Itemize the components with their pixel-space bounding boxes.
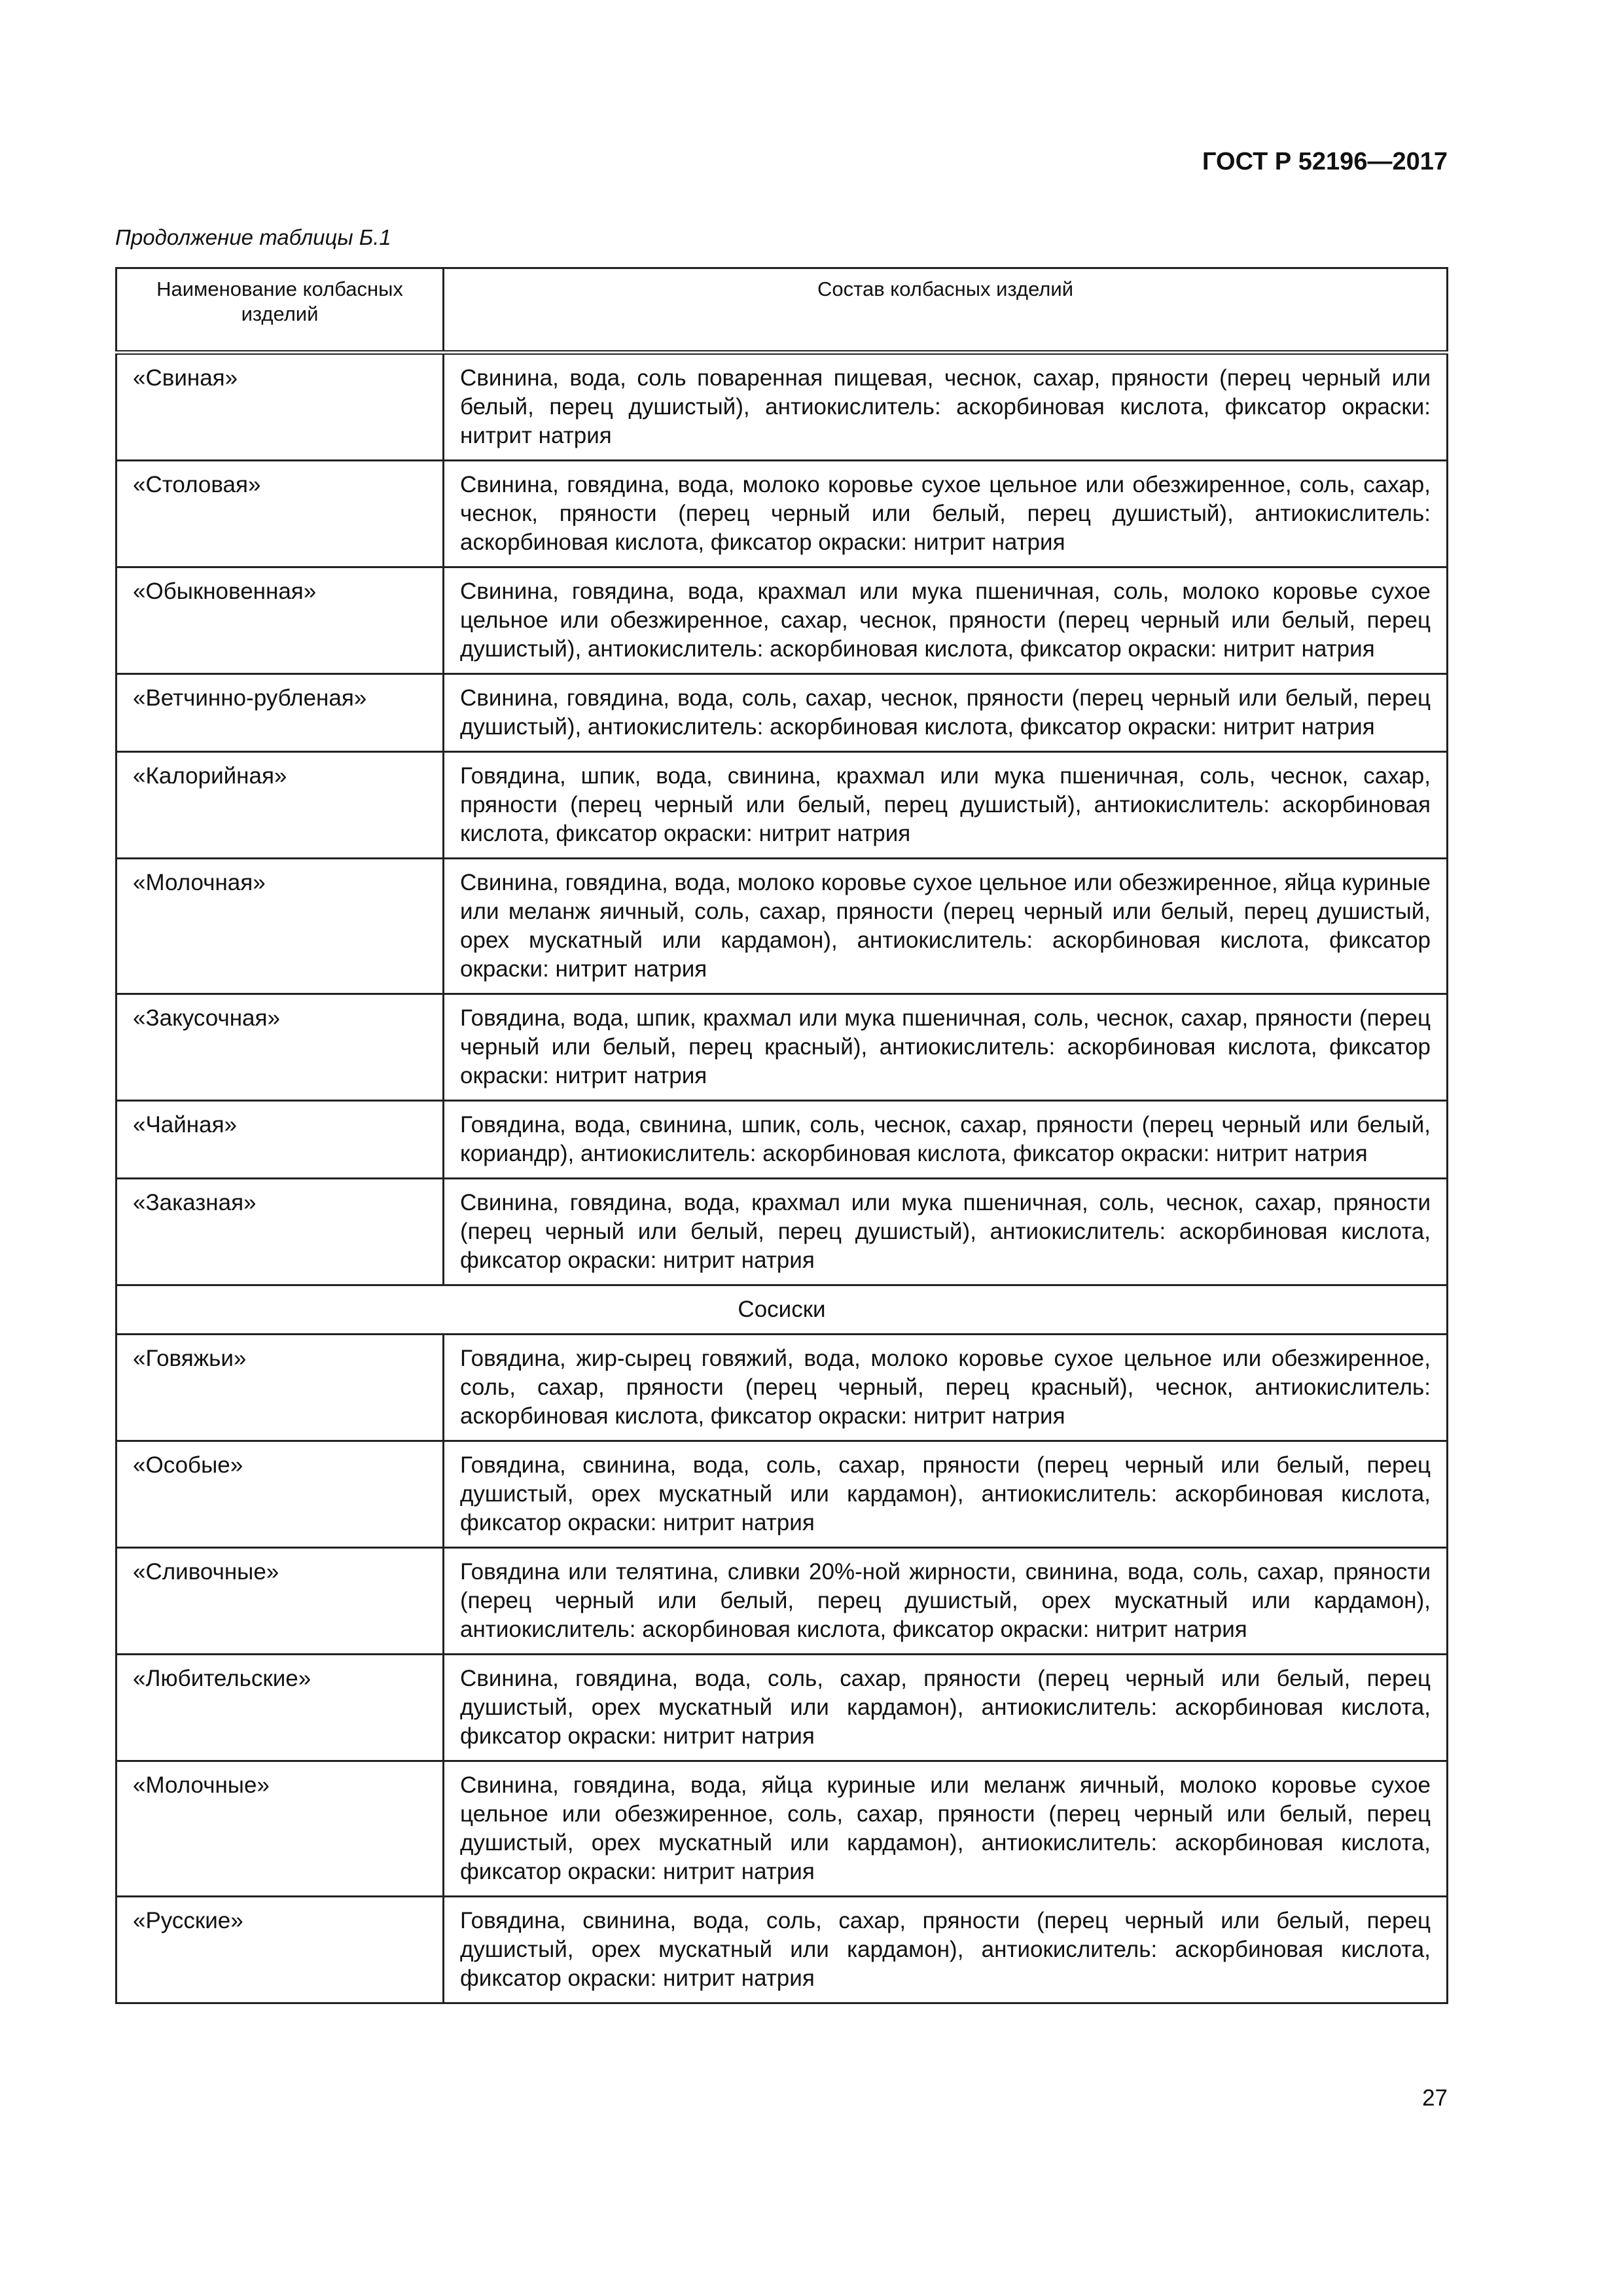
product-name: «Калорийная» (116, 752, 444, 859)
table-caption: Продолжение таблицы Б.1 (115, 225, 391, 249)
product-name: «Закусочная» (116, 994, 444, 1101)
section-row (116, 1285, 1448, 1335)
table-row (116, 674, 1448, 752)
product-composition: Свинина, говядина, вода, яйца куриные или меланж яичный, молоко коровье сухое цельное или обезжиренное, соль, сахар, пряности (перец черный или белый, перец душистый, орех мускатный или кардамон), антиокислитель: аскорбиновая кислота, фиксатор окраски: нитрит натрия (444, 1761, 1448, 1897)
product-name: «Заказная» (116, 1179, 444, 1285)
product-name: «Обыкновенная» (116, 567, 444, 674)
product-name: «Любительские» (116, 1655, 444, 1761)
table-header-row (116, 268, 1448, 353)
table-row (116, 859, 1448, 994)
table-row (116, 752, 1448, 859)
table-row (116, 1897, 1448, 2003)
table-body (116, 353, 1448, 2003)
product-composition: Свинина, говядина, вода, молоко коровье сухое цельное или обезжиренное, соль, сахар, чеснок, пряности (перец черный или белый, перец душистый), антиокислитель: аскорбиновая кислота, фиксатор окраски: нитрит натрия (444, 461, 1448, 567)
column-header-name: Наименование колбасных изделий (116, 268, 444, 353)
product-composition: Свинина, говядина, вода, молоко коровье сухое цельное или обезжиренное, яйца куриные или меланж яичный, соль, сахар, пряности (перец черный или белый, перец душистый, орех мускатный или кардамон), антиокислитель: аскорбиновая кислота, фиксатор окраски: нитрит натрия (444, 859, 1448, 994)
product-name: «Столовая» (116, 461, 444, 567)
table-row (116, 461, 1448, 567)
product-name: «Сливочные» (116, 1548, 444, 1655)
product-name: «Молочные» (116, 1761, 444, 1897)
table-row (116, 1761, 1448, 1897)
table-row (116, 1441, 1448, 1548)
product-name: «Молочная» (116, 859, 444, 994)
column-header-composition: Состав колбасных изделий (444, 268, 1448, 353)
document-code: ГОСТ Р 52196—2017 (1202, 148, 1448, 175)
product-composition: Говядина, шпик, вода, свинина, крахмал или мука пшеничная, соль, чеснок, сахар, пряности (перец черный или белый, перец душистый), антиокислитель: аскорбиновая кислота, фиксатор окраски: нитрит натрия (444, 752, 1448, 859)
table-row (116, 994, 1448, 1101)
product-name: «Свиная» (116, 353, 444, 461)
product-composition: Говядина, жир-сырец говяжий, вода, молоко коровье сухое цельное или обезжиренное, соль, сахар, пряности (перец черный, перец красный), чеснок, антиокислитель: аскорбиновая кислота, фиксатор окраски: нитрит натрия (444, 1335, 1448, 1441)
section-label: Сосиски (116, 1285, 1448, 1335)
product-composition: Свинина, говядина, вода, крахмал или мука пшеничная, соль, молоко коровье сухое цельное или обезжиренное, сахар, чеснок, пряности (перец черный или белый, перец душистый), антиокислитель: аскорбиновая кислота, фиксатор окраски: нитрит натрия (444, 567, 1448, 674)
table-row (116, 1179, 1448, 1285)
table-row (116, 567, 1448, 674)
table-row (116, 1101, 1448, 1179)
composition-table (115, 267, 1448, 2004)
product-composition: Говядина или телятина, сливки 20%-ной жирности, свинина, вода, соль, сахар, пряности (перец черный или белый, перец душистый, орех мускатный или кардамон), антиокислитель: аскорбиновая кислота, фиксатор окраски: нитрит натрия (444, 1548, 1448, 1655)
page-number: 27 (1422, 2085, 1448, 2111)
product-name: «Русские» (116, 1897, 444, 2003)
table-row (116, 353, 1448, 461)
product-composition: Говядина, свинина, вода, соль, сахар, пряности (перец черный или белый, перец душистый, орех мускатный или кардамон), антиокислитель: аскорбиновая кислота, фиксатор окраски: нитрит натрия (444, 1897, 1448, 2003)
product-composition: Говядина, вода, свинина, шпик, соль, чеснок, сахар, пряности (перец черный или белый, кориандр), антиокислитель: аскорбиновая кислота, фиксатор окраски: нитрит натрия (444, 1101, 1448, 1179)
product-composition: Свинина, говядина, вода, крахмал или мука пшеничная, соль, чеснок, сахар, пряности (перец черный или белый, перец душистый), антиокислитель: аскорбиновая кислота, фиксатор окраски: нитрит натрия (444, 1179, 1448, 1285)
product-name: «Ветчинно-рубленая» (116, 674, 444, 752)
table-row (116, 1335, 1448, 1441)
product-name: «Особые» (116, 1441, 444, 1548)
product-composition: Говядина, свинина, вода, соль, сахар, пряности (перец черный или белый, перец душистый, орех мускатный или кардамон), антиокислитель: аскорбиновая кислота, фиксатор окраски: нитрит натрия (444, 1441, 1448, 1548)
product-composition: Свинина, говядина, вода, соль, сахар, пряности (перец черный или белый, перец душистый, орех мускатный или кардамон), антиокислитель: аскорбиновая кислота, фиксатор окраски: нитрит натрия (444, 1655, 1448, 1761)
product-name: «Говяжьи» (116, 1335, 444, 1441)
table-row (116, 1548, 1448, 1655)
table-row (116, 1655, 1448, 1761)
product-composition: Свинина, говядина, вода, соль, сахар, чеснок, пряности (перец черный или белый, перец душистый), антиокислитель: аскорбиновая кислота, фиксатор окраски: нитрит натрия (444, 674, 1448, 752)
product-composition: Говядина, вода, шпик, крахмал или мука пшеничная, соль, чеснок, сахар, пряности (перец черный или белый, перец красный), антиокислитель: аскорбиновая кислота, фиксатор окраски: нитрит натрия (444, 994, 1448, 1101)
product-name: «Чайная» (116, 1101, 444, 1179)
product-composition: Свинина, вода, соль поваренная пищевая, чеснок, сахар, пряности (перец черный или белый, перец душистый), антиокислитель: аскорбиновая кислота, фиксатор окраски: нитрит натрия (444, 353, 1448, 461)
